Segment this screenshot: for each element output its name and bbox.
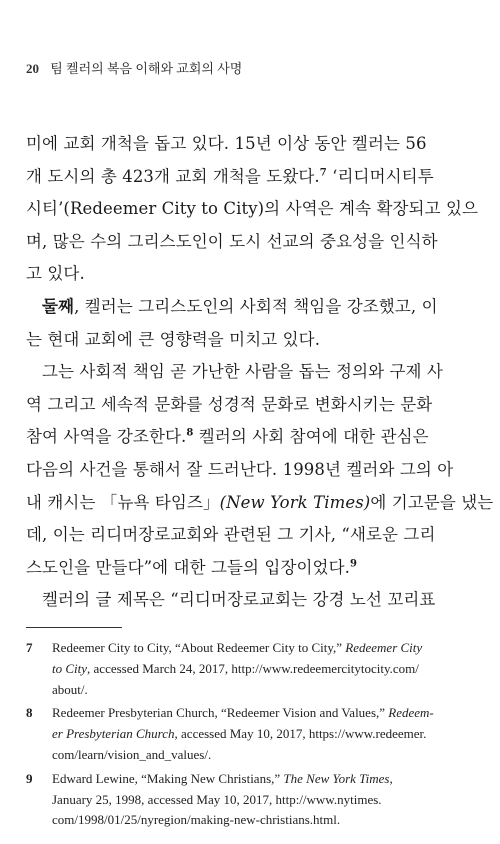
footnote-url[interactable]: , accessed March 24, 2017, http://www.redeemercitytocity.com/ [87, 660, 419, 676]
footnote-7: 7 Redeemer City to City, “About Redeemer City to City,” Redeemer City to City, accessed March 24, 2017, http://www.redeemercitytocity.com/ about/. [26, 640, 423, 697]
text-line: 다음의 사건을 통해서 잘 드러난다. 1998년 켈러와 그의 아 [26, 459, 454, 479]
text-line: 둘째, 켈러는 그리스도인의 사회적 책임을 강조했고, 이 [42, 296, 438, 316]
text-line: 며, 많은 수의 그리스도인이 도시 선교의 중요성을 인식하 [26, 231, 438, 251]
text-line: 개 도시의 총 423개 교회 개척을 도왔다.$^7$ ‘리디머시티투 [26, 166, 434, 186]
text-line: 데, 이는 리디머장로교회와 관련된 그 기사, “새로운 그리 [26, 525, 436, 545]
page-number: 20 [26, 61, 39, 76]
text-line: 그는 사회적 책임 곧 가난한 사람을 돕는 정의와 구제 사 [42, 362, 443, 382]
running-header [26, 58, 242, 77]
footnote-divider [26, 627, 122, 628]
text-line: 참여 사역을 강조한다.$^8$ 켈러의 사회 참여에 대한 관심은 [26, 427, 429, 447]
footnote-url[interactable]: com/1998/01/25/nyregion/making-new-christians.html. [52, 812, 341, 828]
text-line: 역 그리고 세속적 문화를 성경적 문화로 변화시키는 문화 [26, 394, 433, 414]
footnote-ref-7[interactable]: 7 [319, 167, 327, 179]
footnotes [26, 638, 474, 834]
text-line: 시티’(Redeemer City to City)의 사역은 계속 확장되고 있으 [26, 199, 479, 219]
running-title: 팀 켈러의 복음 이해와 교회의 사명 [50, 61, 243, 76]
footnote-url[interactable]: about/. [52, 681, 88, 697]
footnote-9: 9 Edward Lewine, “Making New Christians,” The New York Times, January 25, 1998, accessed May 10, 2017, http://www.nytimes. com/1998/01/25/nyregion/making-new-christians.html. [26, 770, 393, 828]
footnote-url[interactable]: January 25, 1998, accessed May 10, 2017, http://www.nytimes. [52, 791, 382, 807]
footnote-number: 8 [26, 705, 33, 721]
text-line: 는 현대 교회에 큰 영향력을 미치고 있다. [26, 329, 321, 349]
text-line: 켈러의 글 제목은 “리디머장로교회는 강경 노선 꼬리표 [42, 590, 436, 610]
footnote-url[interactable]: com/learn/vision_and_values/. [52, 746, 212, 762]
text-line: 미에 교회 개척을 돕고 있다. 15년 이상 동안 켈러는 56 [26, 134, 427, 153]
footnote-ref-9[interactable]: 9 [349, 558, 358, 570]
emphasis-second: 둘째 [42, 296, 75, 316]
footnote-8: 8 Redeemer Presbyterian Church, “Redeemer Vision and Values,” Redeem- er Presbyterian Church, accessed May 10, 2017, https://www.redeemer. com/learn/vision_and_values/. [26, 705, 434, 762]
text-line: 스도인을 만들다”에 대한 그들의 입장이었다.$^9$ [26, 557, 358, 577]
text-line: 고 있다. [26, 264, 85, 284]
footnote-url[interactable]: , accessed May 10, 2017, https://www.redeemer. [174, 726, 427, 742]
footnote-number: 7 [26, 640, 33, 655]
footnote-ref-8[interactable]: 8 [186, 427, 194, 439]
text-line: 내 캐시는 「뉴욕 타임즈」(New York Times)에 기고문을 냈는 [26, 492, 494, 512]
footnote-number: 9 [26, 770, 33, 786]
body-text [26, 128, 494, 617]
